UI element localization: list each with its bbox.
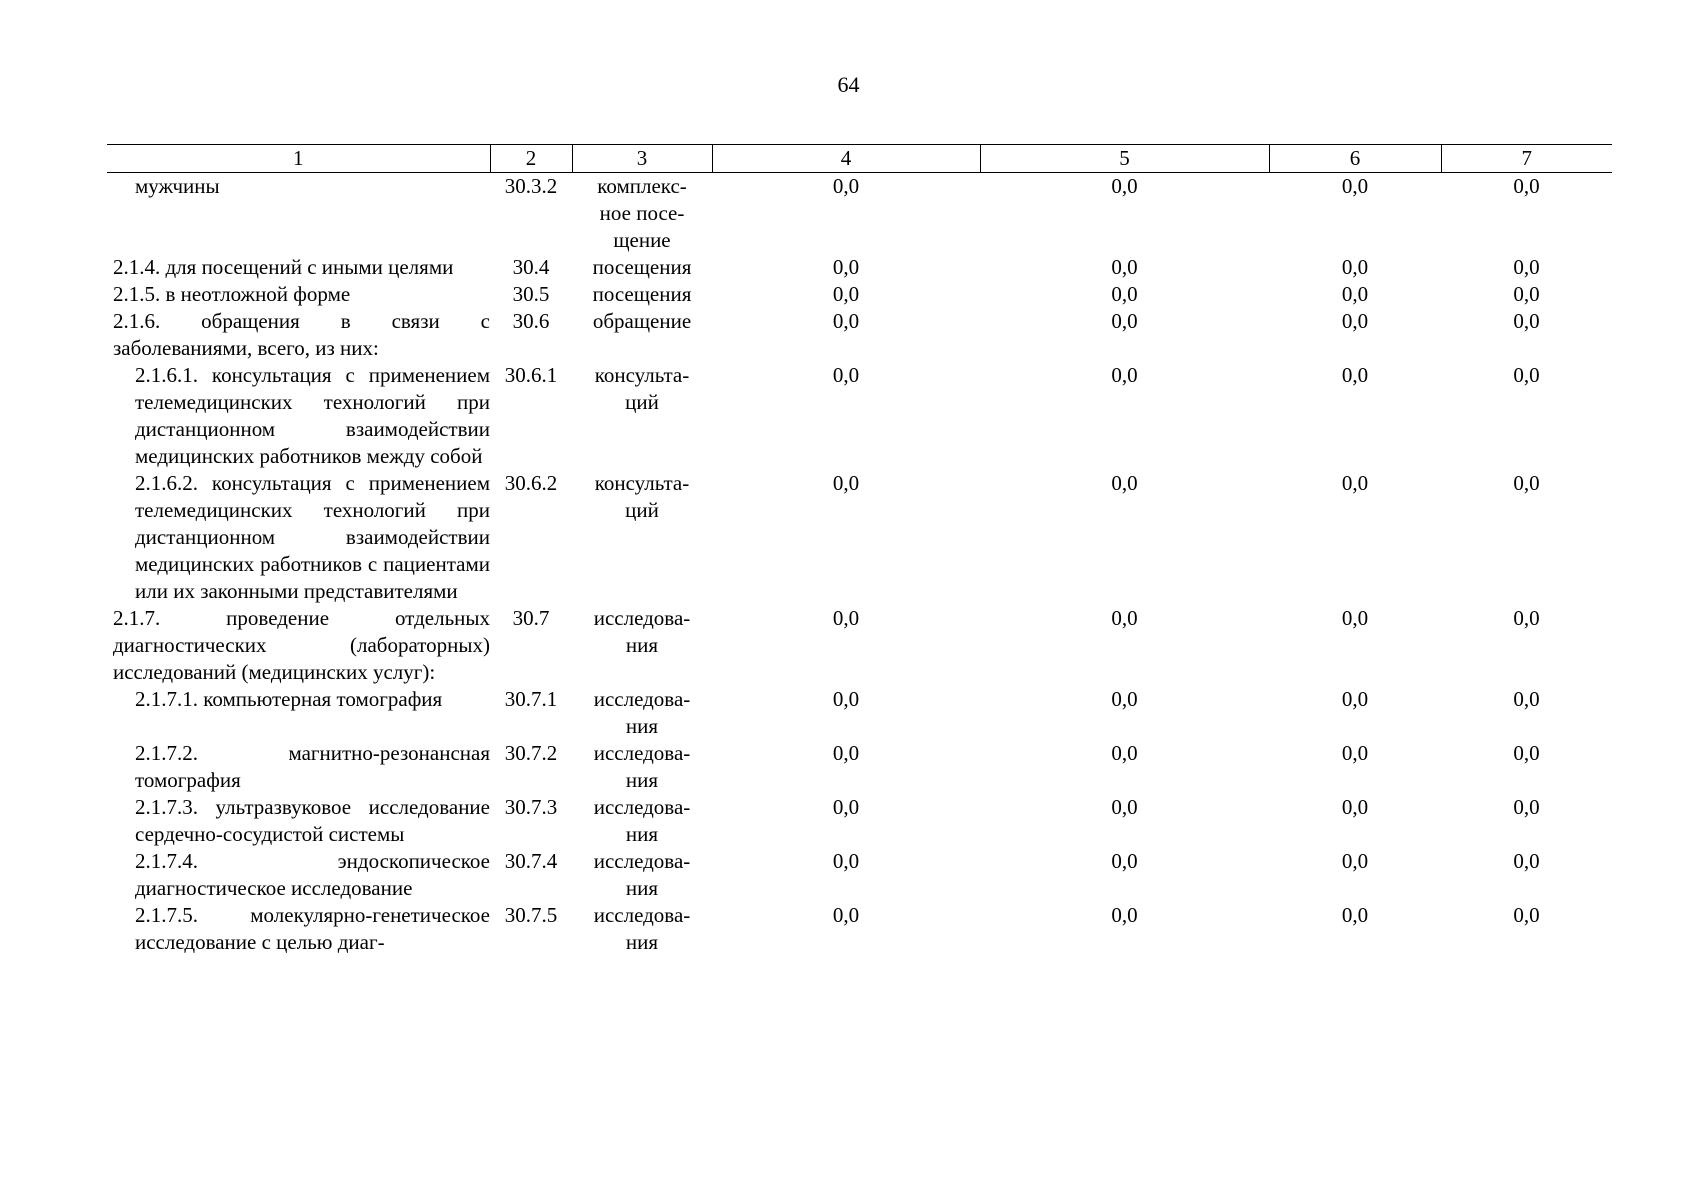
column-header-4: 4 xyxy=(712,145,980,173)
row-value-col-4: 0,0 xyxy=(832,174,860,198)
row-value-col-5: 0,0 xyxy=(1111,174,1138,198)
row-value-col-7: 0,0 xyxy=(1513,741,1540,765)
row-value-col-5: 0,0 xyxy=(1111,849,1138,873)
row-value-col-4: 0,0 xyxy=(832,795,860,819)
row-code-cell: 30.7.2 xyxy=(504,741,558,765)
row-value-col-6: 0,0 xyxy=(1341,282,1369,306)
row-value-col-4: 0,0 xyxy=(832,849,860,873)
row-value-col-5: 0,0 xyxy=(1111,795,1138,819)
row-value-col-5: 0,0 xyxy=(1111,903,1138,927)
table-row xyxy=(107,902,1612,956)
row-name-cell: 2.1.7.2. магнитно-резонансная томография xyxy=(135,741,490,792)
row-value-col-7: 0,0 xyxy=(1513,471,1540,495)
row-value-col-5: 0,0 xyxy=(1111,741,1138,765)
row-value-col-7: 0,0 xyxy=(1513,606,1540,630)
row-name-cell: 2.1.7.4. эндоскопическое диагностическое исследование xyxy=(135,849,490,900)
row-value-col-4: 0,0 xyxy=(832,363,860,387)
data-table xyxy=(107,144,1612,956)
page-number: 64 xyxy=(837,72,860,97)
row-unit-text: исследова- ния xyxy=(593,903,691,954)
table-row xyxy=(107,173,1612,255)
row-unit-text: исследова- ния xyxy=(593,849,691,900)
column-header-3: 3 xyxy=(572,145,712,173)
table-row xyxy=(107,254,1612,281)
table-row xyxy=(107,740,1612,794)
row-name-cell: 2.1.7.5. молекулярно-генетическое исследование с целью диаг- xyxy=(135,903,490,954)
row-value-col-7: 0,0 xyxy=(1513,363,1540,387)
row-value-col-5: 0,0 xyxy=(1111,282,1138,306)
row-value-col-6: 0,0 xyxy=(1341,471,1369,495)
row-code-cell: 30.4 xyxy=(512,255,550,279)
column-header-5: 5 xyxy=(980,145,1269,173)
header-row xyxy=(107,145,1612,173)
row-unit-text: комплекс- ное посе- щение xyxy=(597,174,687,252)
row-value-col-6: 0,0 xyxy=(1341,795,1369,819)
row-name-cell: 2.1.6. обращения в связи с заболеваниями, всего, из них: xyxy=(113,309,490,360)
row-unit-cell xyxy=(572,848,712,902)
row-name-cell: 2.1.5. в неотложной форме xyxy=(113,282,351,306)
row-unit-cell xyxy=(572,281,712,308)
row-name-cell: 2.1.6.2. консультация с применением телемедицинских технологий при дистанционном взаимодействии медицинских работников с пациентами или их законными представителями xyxy=(135,471,490,603)
column-header-2: 2 xyxy=(490,145,572,173)
table-row xyxy=(107,308,1612,362)
row-name-cell: 2.1.7.1. компьютерная томография xyxy=(135,687,443,711)
row-value-col-6: 0,0 xyxy=(1341,309,1369,333)
row-value-col-6: 0,0 xyxy=(1341,363,1369,387)
row-name-cell: 2.1.4. для посещений с иными целями xyxy=(113,255,454,279)
row-code-cell: 30.6 xyxy=(512,309,550,333)
table-row xyxy=(107,686,1612,740)
row-value-col-4: 0,0 xyxy=(832,471,860,495)
row-value-col-4: 0,0 xyxy=(832,255,860,279)
row-unit-cell xyxy=(572,173,712,255)
row-value-col-6: 0,0 xyxy=(1341,255,1369,279)
row-value-col-4: 0,0 xyxy=(832,903,860,927)
row-value-col-7: 0,0 xyxy=(1513,282,1540,306)
row-code-cell: 30.7 xyxy=(512,606,550,630)
row-code-cell: 30.7.3 xyxy=(504,795,558,819)
row-value-col-5: 0,0 xyxy=(1111,309,1138,333)
row-value-col-7: 0,0 xyxy=(1513,174,1540,198)
row-code-cell: 30.6.2 xyxy=(504,471,558,495)
row-unit-cell xyxy=(572,308,712,362)
row-value-col-6: 0,0 xyxy=(1341,741,1369,765)
row-value-col-7: 0,0 xyxy=(1513,903,1540,927)
row-value-col-6: 0,0 xyxy=(1341,903,1369,927)
row-value-col-4: 0,0 xyxy=(832,687,860,711)
table-body xyxy=(107,173,1612,957)
column-header-6: 6 xyxy=(1269,145,1441,173)
row-unit-cell xyxy=(572,794,712,848)
row-code-cell: 30.3.2 xyxy=(504,174,558,198)
row-unit-text: обращение xyxy=(592,309,692,333)
row-name-cell: 2.1.7. проведение отдельных диагностических (лабораторных) исследований (медицинских услуг): xyxy=(113,606,490,684)
column-header-7: 7 xyxy=(1441,145,1612,173)
row-value-col-4: 0,0 xyxy=(832,606,860,630)
row-value-col-6: 0,0 xyxy=(1341,849,1369,873)
row-name-cell: 2.1.6.1. консультация с применением телемедицинских технологий при дистанционном взаимодействии медицинских работников между собой xyxy=(135,363,490,468)
row-name-cell: 2.1.7.3. ультразвуковое исследование сердечно-сосудистой системы xyxy=(135,795,490,846)
row-unit-cell xyxy=(572,686,712,740)
row-value-col-7: 0,0 xyxy=(1513,255,1540,279)
row-unit-text: исследова- ния xyxy=(593,606,691,657)
row-code-cell: 30.6.1 xyxy=(504,363,558,387)
row-code-cell: 30.7.4 xyxy=(504,849,558,873)
row-unit-text: посещения xyxy=(592,255,692,279)
row-unit-cell xyxy=(572,362,712,470)
row-value-col-5: 0,0 xyxy=(1111,606,1138,630)
row-unit-cell xyxy=(572,254,712,281)
row-value-col-7: 0,0 xyxy=(1513,309,1540,333)
table-row xyxy=(107,848,1612,902)
row-value-col-6: 0,0 xyxy=(1341,606,1369,630)
row-name-cell: мужчины xyxy=(135,174,220,198)
row-unit-cell xyxy=(572,470,712,605)
row-unit-text: исследова- ния xyxy=(593,687,691,738)
column-header-1: 1 xyxy=(107,145,490,173)
row-unit-text: исследова- ния xyxy=(593,795,691,846)
row-value-col-6: 0,0 xyxy=(1341,687,1369,711)
row-value-col-5: 0,0 xyxy=(1111,471,1138,495)
row-unit-text: исследова- ния xyxy=(593,741,691,792)
row-unit-text: посещения xyxy=(592,282,692,306)
table-row xyxy=(107,794,1612,848)
table-row xyxy=(107,281,1612,308)
row-code-cell: 30.7.1 xyxy=(504,687,558,711)
row-value-col-5: 0,0 xyxy=(1111,363,1138,387)
row-value-col-7: 0,0 xyxy=(1513,687,1540,711)
row-value-col-6: 0,0 xyxy=(1341,174,1369,198)
row-code-cell: 30.7.5 xyxy=(504,903,558,927)
row-value-col-5: 0,0 xyxy=(1111,255,1138,279)
table-row xyxy=(107,605,1612,686)
row-unit-cell xyxy=(572,902,712,956)
row-value-col-7: 0,0 xyxy=(1513,849,1540,873)
row-unit-cell xyxy=(572,605,712,686)
row-value-col-4: 0,0 xyxy=(832,741,860,765)
row-value-col-4: 0,0 xyxy=(832,282,860,306)
row-unit-cell xyxy=(572,740,712,794)
row-unit-text: консульта- ций xyxy=(594,471,690,522)
row-code-cell: 30.5 xyxy=(512,282,550,306)
table-row xyxy=(107,362,1612,470)
row-value-col-7: 0,0 xyxy=(1513,795,1540,819)
row-value-col-5: 0,0 xyxy=(1111,687,1138,711)
row-unit-text: консульта- ций xyxy=(594,363,690,414)
table-row xyxy=(107,470,1612,605)
row-value-col-4: 0,0 xyxy=(832,309,860,333)
